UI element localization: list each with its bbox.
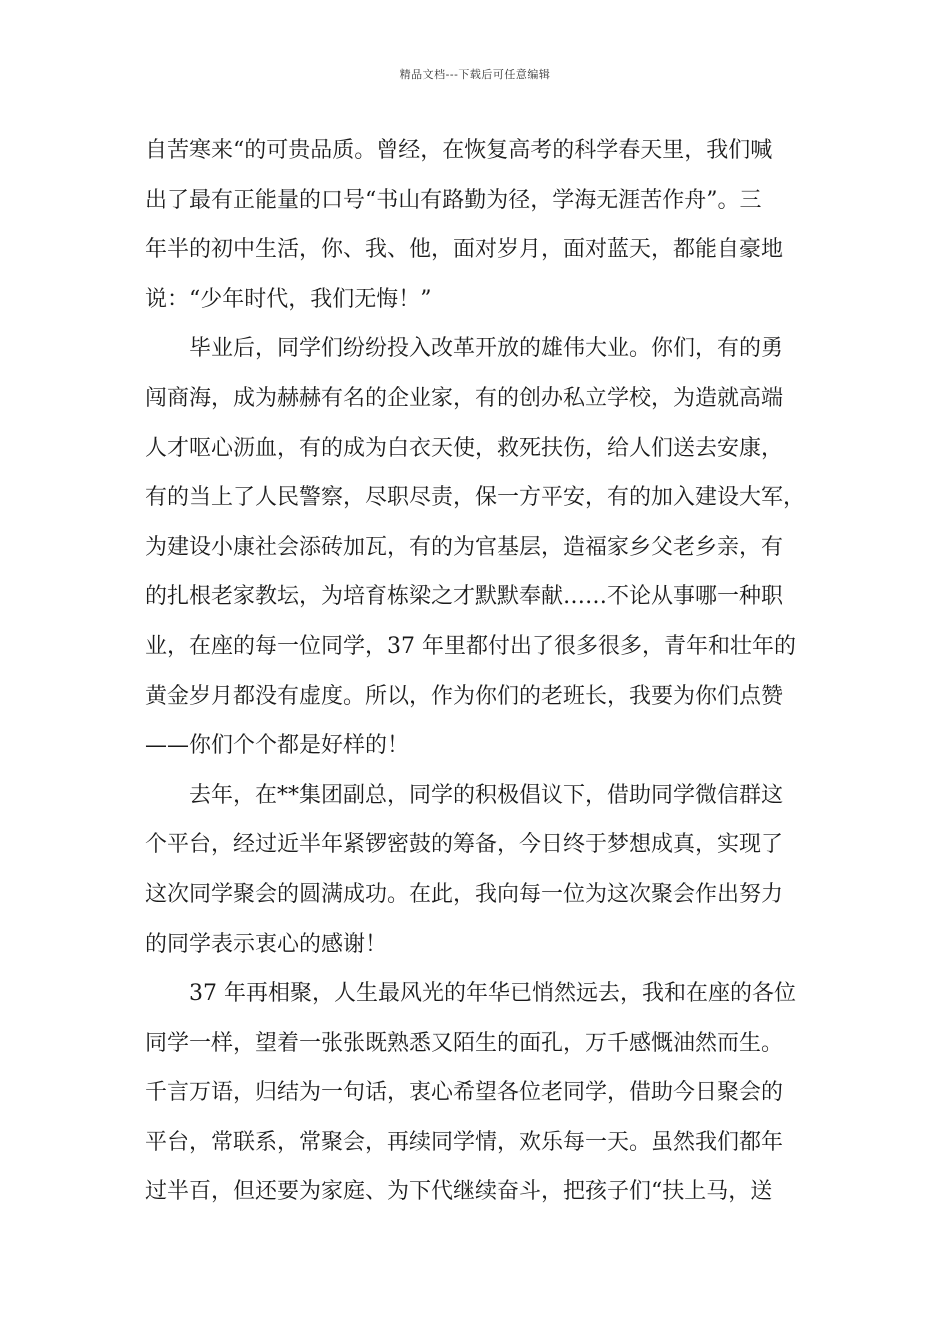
text-line: 出了最有正能量的口号“书山有路勤为径，学海无涯苦作舟”。三 <box>145 187 762 213</box>
text-line: 黄金岁月都没有虚度。所以，作为你们的老班长，我要为你们点赞 <box>145 683 784 709</box>
paragraph <box>145 969 825 1217</box>
text-line: 毕业后，同学们纷纷投入改革开放的雄伟大业。你们，有的勇 <box>189 336 784 362</box>
paragraph <box>145 324 825 770</box>
text-line: 过半百，但还要为家庭、为下代继续奋斗，把孩子们“扶上马，送 <box>145 1179 773 1205</box>
text-line: 自苦寒来“的可贵品质。曾经，在恢复高考的科学春天里，我们喊 <box>145 138 773 163</box>
document-body <box>145 126 825 1217</box>
text-line: 闯商海，成为赫赫有名的企业家，有的创办私立学校，为造就高端 <box>145 385 784 411</box>
text-line: 平台，常联系，常聚会，再续同学情，欢乐每一天。虽然我们都年 <box>145 1129 784 1155</box>
text-line: 这次同学聚会的圆满成功。在此，我向每一位为这次聚会作出努力 <box>145 881 784 907</box>
text-line: 人才呕心沥血，有的成为白衣天使，救死扶伤，给人们送去安康， <box>145 435 784 461</box>
text-line: 说：“少年时代，我们无悔！” <box>145 286 432 312</box>
text-line: 千言万语，归结为一句话，衷心希望各位老同学，借助今日聚会的 <box>145 1080 784 1106</box>
text-line: 去年，在**集团副总，同学的积极倡议下，借助同学微信群这 <box>189 782 784 808</box>
text-line: 为建设小康社会添砖加瓦，有的为官基层，造福家乡父老乡亲，有 <box>145 534 784 560</box>
text-line: 个平台，经过近半年紧锣密鼓的筹备，今日终于梦想成真，实现了 <box>145 832 784 858</box>
text-line: 同学一样，望着一张张既熟悉又陌生的面孔，万千感慨油然而生。 <box>145 1030 784 1056</box>
text-line: 有的当上了人民警察，尽职尽责，保一方平安，有的加入建设大军， <box>145 485 806 511</box>
text-line: 业，在座的每一位同学，37 年里都付出了很多很多，青年和壮年的 <box>145 633 796 659</box>
text-line: ——你们个个都是好样的！ <box>145 733 410 759</box>
text-line: 的同学表示衷心的感谢！ <box>145 931 388 957</box>
paragraph <box>145 126 825 324</box>
text-line: 年半的初中生活，你、我、他，面对岁月，面对蓝天，都能自豪地 <box>145 237 784 263</box>
paragraph <box>145 771 825 969</box>
text-line: 的扎根老家教坛，为培育栋梁之才默默奉献……不论从事哪一种职 <box>145 584 784 610</box>
text-line: 37 年再相聚，人生最风光的年华已悄然远去，我和在座的各位 <box>189 981 796 1007</box>
page-header: 精品文档---下载后可任意编辑 <box>399 68 551 81</box>
